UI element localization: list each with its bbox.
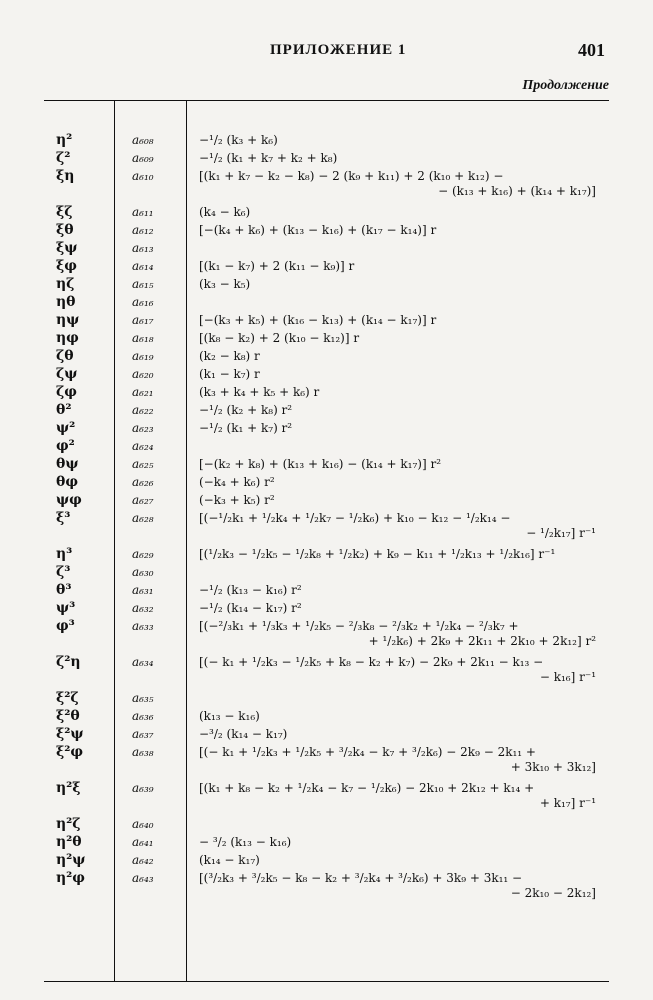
variable-product: η²θ bbox=[56, 834, 82, 850]
coefficient-expression bbox=[199, 223, 604, 238]
coefficient-label: a₆₁₁ bbox=[132, 205, 154, 219]
variable-product: ηφ bbox=[56, 330, 79, 346]
variable-product: ψ³ bbox=[56, 600, 76, 616]
coefficient-label: a₆₁₉ bbox=[132, 349, 154, 363]
coefficient-label: a₆₃₈ bbox=[132, 745, 154, 759]
variable-product: ζ²η bbox=[56, 654, 81, 670]
expression-line: [(− k₁ + ¹/₂k₃ + ¹/₂k₅ + ³/₂k₄ − k₇ + ³/₂k₆) − 2k₉ − 2k₁₁ + bbox=[199, 745, 536, 759]
coefficient-expression bbox=[199, 151, 604, 166]
running-title: ПРИЛОЖЕНИЕ 1 bbox=[270, 42, 407, 58]
coefficient-label: a₆₄₁ bbox=[132, 835, 154, 849]
expression-line: [(−²/₃k₁ + ¹/₃k₃ + ¹/₂k₅ − ²/₃k₈ − ²/₃k₂ + ¹/₂k₄ − ²/₃k₇ + bbox=[199, 619, 519, 633]
expression-line: [(k₁ + k₈ − k₂ + ¹/₂k₄ − k₇ − ¹/₂k₆) − 2k₁₀ + 2k₁₂ + k₁₄ + bbox=[199, 781, 535, 795]
coefficient-label: a₆₂₁ bbox=[132, 385, 154, 399]
coefficient-expression bbox=[199, 457, 604, 472]
coefficient-expression bbox=[199, 547, 604, 562]
variable-product: η²ψ bbox=[56, 852, 86, 868]
coefficient-expression bbox=[199, 475, 604, 490]
coefficient-expression bbox=[199, 871, 604, 901]
expression-line: −¹/₂ (k₃ + k₆) bbox=[199, 133, 278, 147]
coefficient-expression bbox=[199, 367, 604, 382]
variable-product: ζφ bbox=[56, 384, 77, 400]
expression-continuation: + ¹/₂k₆) + 2k₉ + 2k₁₁ + 2k₁₀ + 2k₁₂] r² bbox=[368, 634, 596, 648]
expression-line: (k₂ − k₈) r bbox=[199, 349, 260, 363]
coefficient-label: a₆₁₄ bbox=[132, 259, 154, 273]
expression-line: (−k₄ + k₆) r² bbox=[199, 475, 275, 489]
coefficient-label: a₆₃₉ bbox=[132, 781, 154, 795]
expression-line: (k₁ − k₇) r bbox=[199, 367, 260, 381]
coefficient-label: a₆₁₅ bbox=[132, 277, 154, 291]
variable-product: η²ζ bbox=[56, 816, 81, 832]
coefficient-label: a₆₂₉ bbox=[132, 547, 154, 561]
expression-line: −¹/₂ (k₂ + k₈) r² bbox=[199, 403, 293, 417]
coefficient-label: a₆₁₂ bbox=[132, 223, 154, 237]
coefficient-expression bbox=[199, 727, 604, 742]
expression-line: − ³/₂ (k₁₃ − k₁₆) bbox=[199, 835, 292, 849]
expression-line: −¹/₂ (k₁ + k₇ + k₂ + k₈) bbox=[199, 151, 338, 165]
variable-product: ξ³ bbox=[56, 510, 71, 526]
coefficient-label: a₆₄₃ bbox=[132, 871, 154, 885]
coefficient-label: a₆₀₉ bbox=[132, 151, 154, 165]
expression-line: [(− k₁ + ¹/₂k₃ − ¹/₂k₅ + k₈ − k₂ + k₇) − 2k₉ + 2k₁₁ − k₁₃ − bbox=[199, 655, 544, 669]
coefficient-label: a₆₁₆ bbox=[132, 295, 154, 309]
coefficient-label: a₆₃₃ bbox=[132, 619, 154, 633]
coefficient-expression bbox=[199, 331, 604, 346]
coefficient-expression bbox=[199, 835, 604, 850]
coefficient-expression bbox=[199, 493, 604, 508]
variable-product: ξ²θ bbox=[56, 708, 80, 724]
variable-product: ψφ bbox=[56, 492, 82, 508]
coefficient-label: a₆₂₃ bbox=[132, 421, 154, 435]
coefficient-label: a₆₂₅ bbox=[132, 457, 154, 471]
variable-product: φ² bbox=[56, 438, 75, 454]
expression-line: (k₁₃ − k₁₆) bbox=[199, 709, 260, 723]
variable-product: η³ bbox=[56, 546, 73, 562]
variable-product: ηζ bbox=[56, 276, 75, 292]
variable-product: φ³ bbox=[56, 618, 75, 634]
coefficient-expression bbox=[199, 781, 604, 811]
coefficient-label: a₆₂₄ bbox=[132, 439, 154, 453]
expression-line: [−(k₄ + k₆) + (k₁₃ − k₁₆) + (k₁₇ − k₁₄)] r bbox=[199, 223, 437, 237]
expression-line: −³/₂ (k₁₄ − k₁₇) bbox=[199, 727, 288, 741]
coefficient-expression bbox=[199, 169, 604, 199]
column-divider bbox=[186, 101, 187, 981]
coefficient-expression bbox=[199, 709, 604, 724]
coefficient-label: a₆₀₈ bbox=[132, 133, 154, 147]
coefficient-label: a₆₁₈ bbox=[132, 331, 154, 345]
expression-line: [−(k₂ + k₈) + (k₁₃ + k₁₆) − (k₁₄ + k₁₇)] r² bbox=[199, 457, 442, 471]
coefficient-label: a₆₁₇ bbox=[132, 313, 154, 327]
expression-continuation: + 3k₁₀ + 3k₁₂] bbox=[510, 760, 596, 774]
page-header bbox=[0, 40, 653, 64]
coefficient-expression bbox=[199, 583, 604, 598]
coefficient-expression bbox=[199, 403, 604, 418]
coefficient-expression bbox=[199, 853, 604, 868]
expression-line: [(k₁ − k₇) + 2 (k₁₁ − k₉)] r bbox=[199, 259, 355, 273]
coefficient-expression bbox=[199, 133, 604, 148]
coefficient-label: a₆₃₂ bbox=[132, 601, 154, 615]
coefficient-expression bbox=[199, 277, 604, 292]
coefficient-expression bbox=[199, 511, 604, 541]
coefficient-label: a₆₂₇ bbox=[132, 493, 154, 507]
coefficient-label: a₆₂₀ bbox=[132, 367, 154, 381]
expression-line: −¹/₂ (k₁₃ − k₁₆) r² bbox=[199, 583, 302, 597]
variable-product: ζ³ bbox=[56, 564, 71, 580]
expression-line: (−k₃ + k₅) r² bbox=[199, 493, 275, 507]
coefficient-label: a₆₃₇ bbox=[132, 727, 154, 741]
expression-line: [(³/₂k₃ + ³/₂k₅ − k₈ − k₂ + ³/₂k₄ + ³/₂k₆) + 3k₉ + 3k₁₁ − bbox=[199, 871, 523, 885]
variable-product: θ³ bbox=[56, 582, 72, 598]
coefficient-expression bbox=[199, 601, 604, 616]
expression-continuation: − 2k₁₀ − 2k₁₂] bbox=[510, 886, 596, 900]
expression-line: (k₃ + k₄ + k₅ + k₆) r bbox=[199, 385, 320, 399]
page-number: 401 bbox=[578, 40, 605, 60]
expression-line: [(−¹/₂k₁ + ¹/₂k₄ + ¹/₂k₇ − ¹/₂k₆) + k₁₀ − k₁₂ − ¹/₂k₁₄ − bbox=[199, 511, 511, 525]
coefficient-label: a₆₁₃ bbox=[132, 241, 154, 255]
variable-product: ξ²ζ bbox=[56, 690, 79, 706]
continuation-label: Продолжение bbox=[522, 78, 609, 93]
expression-line: (k₄ − k₆) bbox=[199, 205, 251, 219]
expression-line: −¹/₂ (k₁₄ − k₁₇) r² bbox=[199, 601, 302, 615]
coefficient-label: a₆₃₆ bbox=[132, 709, 154, 723]
coefficient-expression bbox=[199, 259, 604, 274]
coefficient-expression bbox=[199, 313, 604, 328]
expression-continuation: − ¹/₂k₁₇] r⁻¹ bbox=[526, 526, 596, 540]
coefficient-expression bbox=[199, 655, 604, 685]
variable-product: ξη bbox=[56, 168, 75, 184]
variable-product: ζψ bbox=[56, 366, 78, 382]
variable-product: ηψ bbox=[56, 312, 80, 328]
coefficient-expression bbox=[199, 205, 604, 220]
coefficient-label: a₆₃₁ bbox=[132, 583, 154, 597]
coefficient-label: a₆₂₂ bbox=[132, 403, 154, 417]
variable-product: θψ bbox=[56, 456, 79, 472]
variable-product: η²φ bbox=[56, 870, 85, 886]
expression-line: [(k₁ + k₇ − k₂ − k₈) − 2 (k₉ + k₁₁) + 2 (k₁₀ + k₁₂) − bbox=[199, 169, 504, 183]
variable-product: θφ bbox=[56, 474, 79, 490]
coefficient-label: a₆₃₄ bbox=[132, 655, 154, 669]
coefficient-label: a₆₃₅ bbox=[132, 691, 154, 705]
variable-product: η²ξ bbox=[56, 780, 81, 796]
coefficient-expression bbox=[199, 385, 604, 400]
coefficient-label: a₆₁₀ bbox=[132, 169, 154, 183]
coefficient-expression bbox=[199, 421, 604, 436]
expression-line: −¹/₂ (k₁ + k₇) r² bbox=[199, 421, 293, 435]
variable-product: ξζ bbox=[56, 204, 73, 220]
variable-product: ψ² bbox=[56, 420, 76, 436]
expression-line: (k₁₄ − k₁₇) bbox=[199, 853, 260, 867]
expression-continuation: − k₁₆] r⁻¹ bbox=[539, 670, 596, 684]
coefficient-label: a₆₄₀ bbox=[132, 817, 154, 831]
coefficient-label: a₆₂₈ bbox=[132, 511, 154, 525]
variable-product: ηθ bbox=[56, 294, 76, 310]
variable-product: ζθ bbox=[56, 348, 74, 364]
coefficient-label: a₆₃₀ bbox=[132, 565, 154, 579]
variable-product: ξφ bbox=[56, 258, 77, 274]
coefficient-label: a₆₄₂ bbox=[132, 853, 154, 867]
column-divider bbox=[114, 101, 115, 981]
expression-line: (k₃ − k₅) bbox=[199, 277, 251, 291]
variable-product: η² bbox=[56, 132, 73, 148]
variable-product: θ² bbox=[56, 402, 72, 418]
expression-line: [(¹/₂k₃ − ¹/₂k₅ − ¹/₂k₈ + ¹/₂k₂) + k₉ − k₁₁ + ¹/₂k₁₃ + ¹/₂k₁₆] r⁻¹ bbox=[199, 547, 556, 561]
expression-line: [(k₈ − k₂) + 2 (k₁₀ − k₁₂)] r bbox=[199, 331, 360, 345]
variable-product: ξψ bbox=[56, 240, 78, 256]
expression-continuation: − (k₁₃ + k₁₆) + (k₁₄ + k₁₇)] bbox=[438, 184, 596, 198]
variable-product: ζ² bbox=[56, 150, 71, 166]
coefficient-table bbox=[44, 100, 609, 982]
coefficient-expression bbox=[199, 619, 604, 649]
expression-line: [−(k₃ + k₅) + (k₁₆ − k₁₃) + (k₁₄ − k₁₇)] r bbox=[199, 313, 437, 327]
expression-continuation: + k₁₇] r⁻¹ bbox=[539, 796, 596, 810]
variable-product: ξ²φ bbox=[56, 744, 84, 760]
coefficient-label: a₆₂₆ bbox=[132, 475, 154, 489]
coefficient-expression bbox=[199, 745, 604, 775]
coefficient-expression bbox=[199, 349, 604, 364]
variable-product: ξθ bbox=[56, 222, 74, 238]
variable-product: ξ²ψ bbox=[56, 726, 84, 742]
